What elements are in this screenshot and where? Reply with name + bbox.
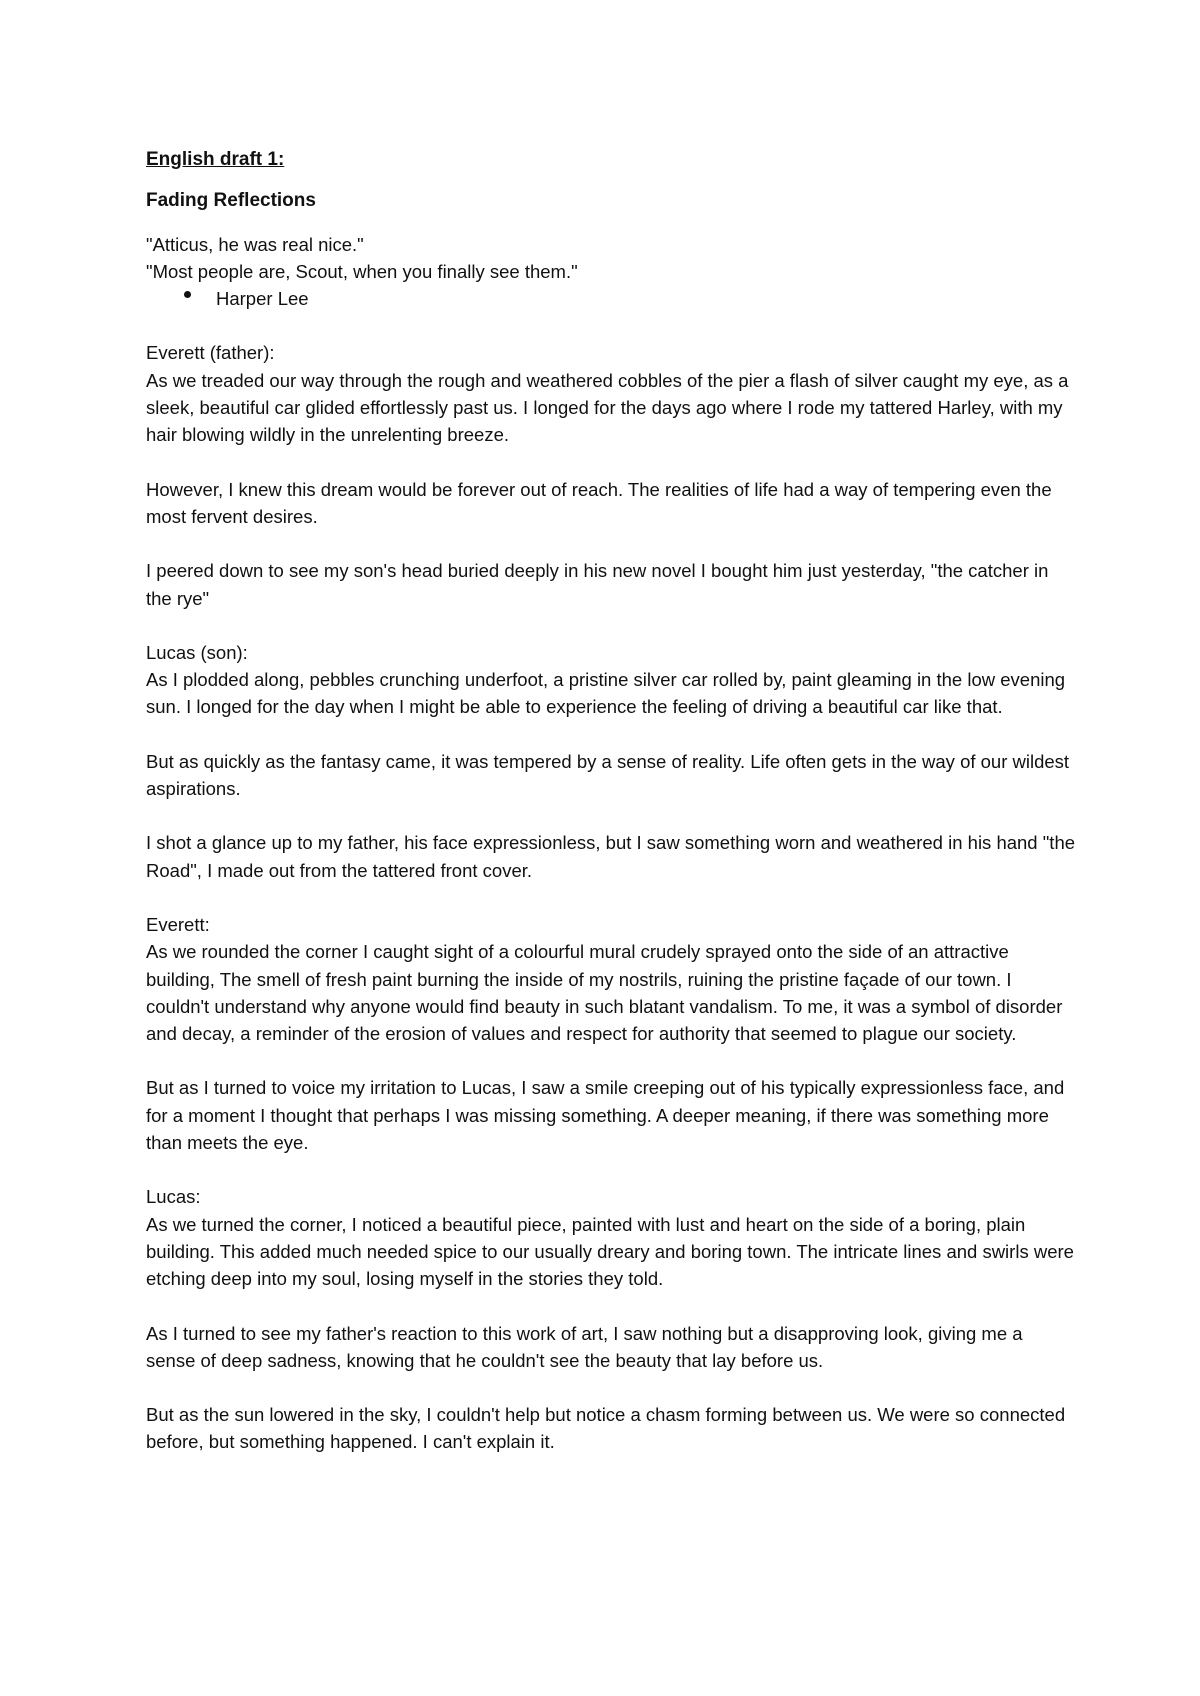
paragraph: As we rounded the corner I caught sight of a colourful mural crudely sprayed onto the side of an attractive building, The smell of fresh paint burning the inside of my nostrils, ruining the pristine façade of our town. I couldn't understand why anyone would find beauty in such blatant vandalism. To me, it was a symbol of disorder and decay, a reminder of the erosion of values and respect for authority that seemed to plague our society.: [146, 941, 1063, 1045]
epigraph-quote: [146, 231, 1076, 313]
quote-line: "Atticus, he was real nice.": [146, 233, 364, 255]
quote-attribution: [146, 285, 1076, 312]
speaker-label: Everett:: [146, 913, 210, 935]
speaker-label: Lucas (son):: [146, 641, 248, 663]
section-everett-father: [146, 339, 1076, 611]
section-lucas-son: [146, 639, 1076, 884]
quote-line: "Most people are, Scout, when you finally see them.": [146, 260, 578, 282]
paragraph: I shot a glance up to my father, his face expressionless, but I saw something worn and weathered in his hand "the Road", I made out from the tattered front cover.: [146, 832, 1076, 881]
paragraph: But as I turned to voice my irritation to Lucas, I saw a smile creeping out of his typically expressionless face, and for a moment I thought that perhaps I was missing something. A deeper meaning, if there was something more than meets the eye.: [146, 1077, 1065, 1154]
bullet-icon: [184, 291, 191, 298]
paragraph: But as the sun lowered in the sky, I couldn't help but notice a chasm forming between us. We were so connected before, but something happened. I can't explain it.: [146, 1404, 1066, 1453]
paragraph: But as quickly as the fantasy came, it was tempered by a sense of reality. Life often gets in the way of our wildest aspirations.: [146, 750, 1070, 800]
paragraph: I peered down to see my son's head buried deeply in his new novel I bought him just yesterday, "the catcher in the rye": [146, 560, 1049, 609]
section-lucas: [146, 1183, 1076, 1455]
attribution-text: Harper Lee: [216, 288, 309, 310]
paragraph: As we turned the corner, I noticed a beautiful piece, painted with lust and heart on the side of a boring, plain building. This added much needed spice to our usually dreary and boring town. The intricate lines and swirls were etching deep into my soul, losing myself in the stories they told.: [146, 1213, 1074, 1290]
speaker-label: Everett (father):: [146, 342, 275, 364]
document-title: English draft 1:: [146, 149, 285, 170]
section-everett: [146, 911, 1076, 1156]
paragraph: As we treaded our way through the rough and weathered cobbles of the pier a flash of silver caught my eye, as a sleek, beautiful car glided effortlessly past us. I longed for the days ago where I rode my tattered Harley, with my hair blowing wildly in the unrelenting breeze.: [146, 369, 1069, 446]
document-page: [146, 146, 1076, 1483]
paragraph: However, I knew this dream would be forever out of reach. The realities of life had a way of tempering even the most fervent desires.: [146, 478, 1052, 527]
document-subtitle: Fading Reflections: [146, 190, 316, 212]
paragraph: As I turned to see my father's reaction to this work of art, I saw nothing but a disapproving look, giving me a sense of deep sadness, knowing that he couldn't see the beauty that lay before us.: [146, 1322, 1023, 1371]
paragraph: As I plodded along, pebbles crunching underfoot, a pristine silver car rolled by, paint gleaming in the low evening sun. I longed for the day when I might be able to experience the feeling of driving a beautiful car like that.: [146, 669, 1066, 718]
speaker-label: Lucas:: [146, 1186, 201, 1208]
